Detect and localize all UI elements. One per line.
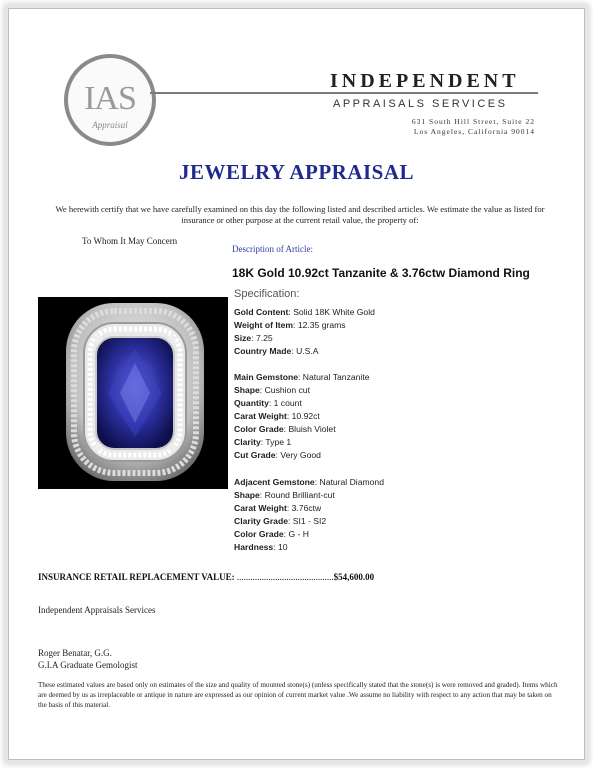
signature-company: Independent Appraisals Services bbox=[38, 605, 156, 615]
header-divider bbox=[150, 92, 538, 94]
spec-row: Carat Weight: 3.76ctw bbox=[234, 503, 322, 513]
insurance-value-dots: ........................................... bbox=[236, 572, 334, 582]
ring-illustration bbox=[38, 297, 228, 489]
spec-row: Clarity: Type 1 bbox=[234, 437, 292, 447]
company-name: INDEPENDENT bbox=[330, 70, 520, 92]
spec-row: Quantity: 1 count bbox=[234, 398, 302, 408]
specification-label: Specification: bbox=[234, 288, 300, 300]
spec-row: Weight of Item: 12.35 grams bbox=[234, 320, 346, 330]
logo-text: IAS bbox=[84, 80, 136, 117]
spec-row: Size: 7.25 bbox=[234, 333, 273, 343]
item-title: 18K Gold 10.92ct Tanzanite & 3.76ctw Diamond Ring bbox=[232, 266, 530, 280]
spec-row: Carat Weight: 10.92ct bbox=[234, 411, 320, 421]
spec-row: Main Gemstone: Natural Tanzanite bbox=[234, 372, 370, 382]
ias-logo bbox=[64, 54, 156, 146]
spec-group-adjacent-gemstone bbox=[234, 476, 384, 554]
address-line-2: Los Angeles, California 90014 bbox=[413, 127, 535, 136]
ring-photo bbox=[38, 297, 228, 489]
appraiser-name: Roger Benatar, G.G. bbox=[38, 648, 112, 658]
spec-row: Cut Grade: Very Good bbox=[234, 450, 321, 460]
insurance-value-line bbox=[38, 572, 374, 582]
description-label: Description of Article: bbox=[232, 244, 313, 254]
spec-group-main-gemstone bbox=[234, 371, 370, 462]
insurance-value-amount: $54,600.00 bbox=[333, 572, 375, 582]
logo-subtext: Appraisal bbox=[92, 120, 128, 130]
property-owner: To Whom It May Concern bbox=[82, 236, 178, 246]
insurance-value-label: INSURANCE RETAIL REPLACEMENT VALUE: bbox=[38, 572, 235, 582]
spec-group-metal bbox=[234, 306, 375, 358]
spec-row: Shape: Cushion cut bbox=[234, 385, 310, 395]
spec-row: Clarity Grade: SI1 - SI2 bbox=[234, 516, 327, 526]
spec-row: Color Grade: G - H bbox=[234, 529, 309, 539]
document-title: JEWELRY APPRAISAL bbox=[178, 160, 415, 184]
company-tagline: APPRAISALS SERVICES bbox=[333, 98, 508, 110]
spec-row: Country Made: U.S.A bbox=[234, 346, 319, 356]
spec-row: Hardness: 10 bbox=[234, 542, 288, 552]
appraiser-title: G.I.A Graduate Gemologist bbox=[38, 660, 138, 670]
spec-row: Gold Content: Solid 18K White Gold bbox=[234, 307, 375, 317]
spec-row: Adjacent Gemstone: Natural Diamond bbox=[234, 477, 384, 487]
address-line-1: 631 South Hill Street, Suite 22 bbox=[411, 117, 535, 126]
spec-row: Color Grade: Bluish Violet bbox=[234, 424, 336, 434]
spec-row: Shape: Round Brilliant-cut bbox=[234, 490, 335, 500]
certification-text: We herewith certify that we have carefully examined on this day the following listed and described articles. We estimate the value as listed for insurance or other purpose at the current retail value, the property of: bbox=[55, 204, 545, 225]
disclaimer-text: These estimated values are based only on estimates of the size and quality of mounted stone(s) (unless specifically stated that the stone(s) is were removed and graded). Items which are deemed by us as irreplaceable or antique in nature are expressed as our opinion of current market value .We assume no liability with respect to any action that may be taken on the basis of this material. bbox=[38, 681, 558, 709]
